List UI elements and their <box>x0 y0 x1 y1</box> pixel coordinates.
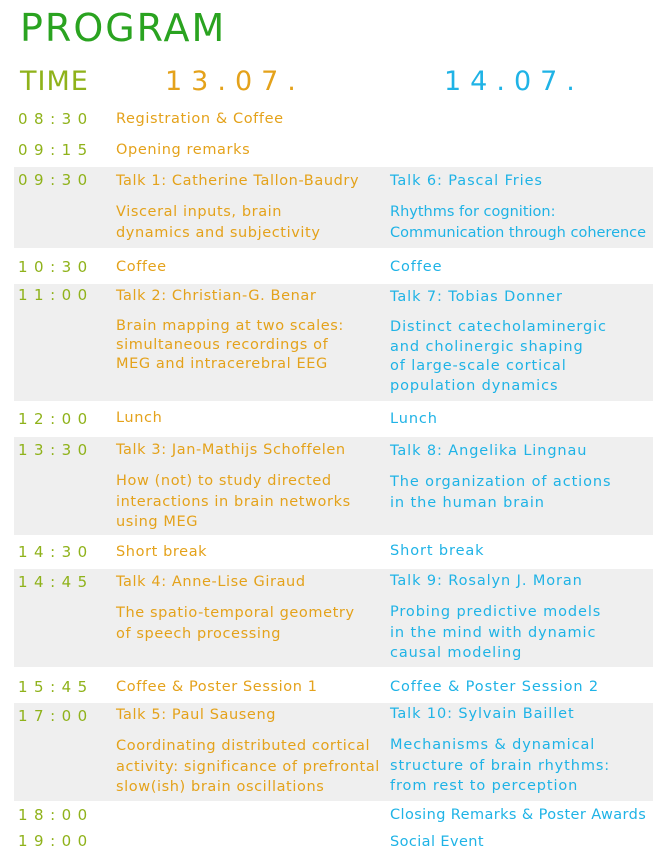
day2-session: Short break <box>390 543 485 559</box>
day2-session: Coffee <box>390 259 443 275</box>
time-slot: 11:00 <box>18 286 94 304</box>
talk-title: Probing predictive models in the mind with dynamic causal modeling <box>390 604 602 661</box>
day2-session <box>390 704 610 797</box>
talk-speaker: Talk 7: Tobias Donner <box>390 289 563 305</box>
schedule-row <box>0 256 661 282</box>
talk-title: Distinct catecholaminergic and cholinergic shaping of large-scale cortical population dynamics <box>390 319 607 394</box>
day2-session <box>390 571 601 664</box>
day2-column-header: 14.07. <box>444 66 584 97</box>
day1-session <box>116 705 380 798</box>
time-slot: 09:15 <box>18 141 94 159</box>
talk-title: Mechanisms & dynamical structure of brain rhythms: from rest to perception <box>390 737 611 794</box>
page-title: PROGRAM <box>20 6 227 50</box>
talk-speaker: Talk 6: Pascal Fries <box>390 173 543 189</box>
schedule-row <box>0 139 661 165</box>
talk-title: Coordinating distributed cortical activity: significance of prefrontal slow(ish) brain oscillations <box>116 738 380 795</box>
time-slot: 13:30 <box>18 441 94 459</box>
day1-column-header: 13.07. <box>165 66 305 97</box>
schedule-row <box>0 831 661 855</box>
day2-session: Closing Remarks & Poster Awards <box>390 807 647 823</box>
day2-session: Lunch <box>390 411 438 427</box>
day2-session: Social Event <box>390 834 484 850</box>
day2-session <box>390 287 607 396</box>
day1-session: Coffee & Poster Session 1 <box>116 679 318 695</box>
time-column-header: TIME <box>20 66 89 97</box>
day1-session <box>116 171 359 243</box>
talk-title: How (not) to study directed interactions in brain networks using MEG <box>116 473 351 530</box>
time-slot: 17:00 <box>18 707 94 725</box>
day1-session <box>116 572 355 644</box>
schedule-row <box>0 108 661 134</box>
schedule-row <box>0 541 661 567</box>
time-slot: 14:45 <box>18 573 94 591</box>
talk-speaker: Talk 9: Rosalyn J. Moran <box>390 573 583 589</box>
day1-session: Opening remarks <box>116 142 251 158</box>
day2-session <box>390 441 611 513</box>
time-slot: 10:30 <box>18 258 94 276</box>
day1-session: Coffee <box>116 259 167 275</box>
talk-speaker: Talk 2: Christian-G. Benar <box>116 288 317 304</box>
talk-title: The organization of actions in the human brain <box>390 474 612 511</box>
talk-speaker: Talk 8: Angelika Lingnau <box>390 443 588 459</box>
schedule-row <box>14 167 653 248</box>
time-slot: 14:30 <box>18 543 94 561</box>
time-slot: 08:30 <box>18 110 94 128</box>
schedule-row <box>0 407 661 433</box>
talk-title: Rhythms for cognition: Communication through coherence <box>390 204 647 241</box>
time-slot: 18:00 <box>18 806 94 824</box>
schedule-row <box>14 569 653 667</box>
day1-session: Short break <box>116 544 208 560</box>
time-slot: 12:00 <box>18 410 94 428</box>
talk-speaker: Talk 1: Catherine Tallon-Baudry <box>116 173 360 189</box>
talk-speaker: Talk 3: Jan-Mathijs Schoffelen <box>116 442 346 458</box>
schedule-row <box>0 804 661 828</box>
time-slot: 15:45 <box>18 678 94 696</box>
talk-speaker: Talk 4: Anne-Lise Giraud <box>116 574 306 590</box>
day1-session <box>116 440 351 533</box>
time-slot: 19:00 <box>18 832 94 850</box>
talk-title: The spatio-temporal geometry of speech processing <box>116 605 355 642</box>
day2-session: Coffee & Poster Session 2 <box>390 679 600 695</box>
schedule-row <box>14 284 653 401</box>
time-slot: 09:30 <box>18 171 94 189</box>
talk-speaker: Talk 10: Sylvain Baillet <box>390 706 575 722</box>
schedule-row <box>0 676 661 702</box>
day1-session: Lunch <box>116 410 163 426</box>
talk-speaker: Talk 5: Paul Sauseng <box>116 707 277 723</box>
talk-title: Brain mapping at two scales: simultaneous recordings of MEG and intracerebral EEG <box>116 318 344 372</box>
day1-session <box>116 286 344 374</box>
schedule-row <box>14 703 653 801</box>
talk-title: Visceral inputs, brain dynamics and subjectivity <box>116 204 321 241</box>
day2-session <box>390 171 646 243</box>
schedule-row <box>14 437 653 535</box>
day1-session: Registration & Coffee <box>116 111 284 127</box>
